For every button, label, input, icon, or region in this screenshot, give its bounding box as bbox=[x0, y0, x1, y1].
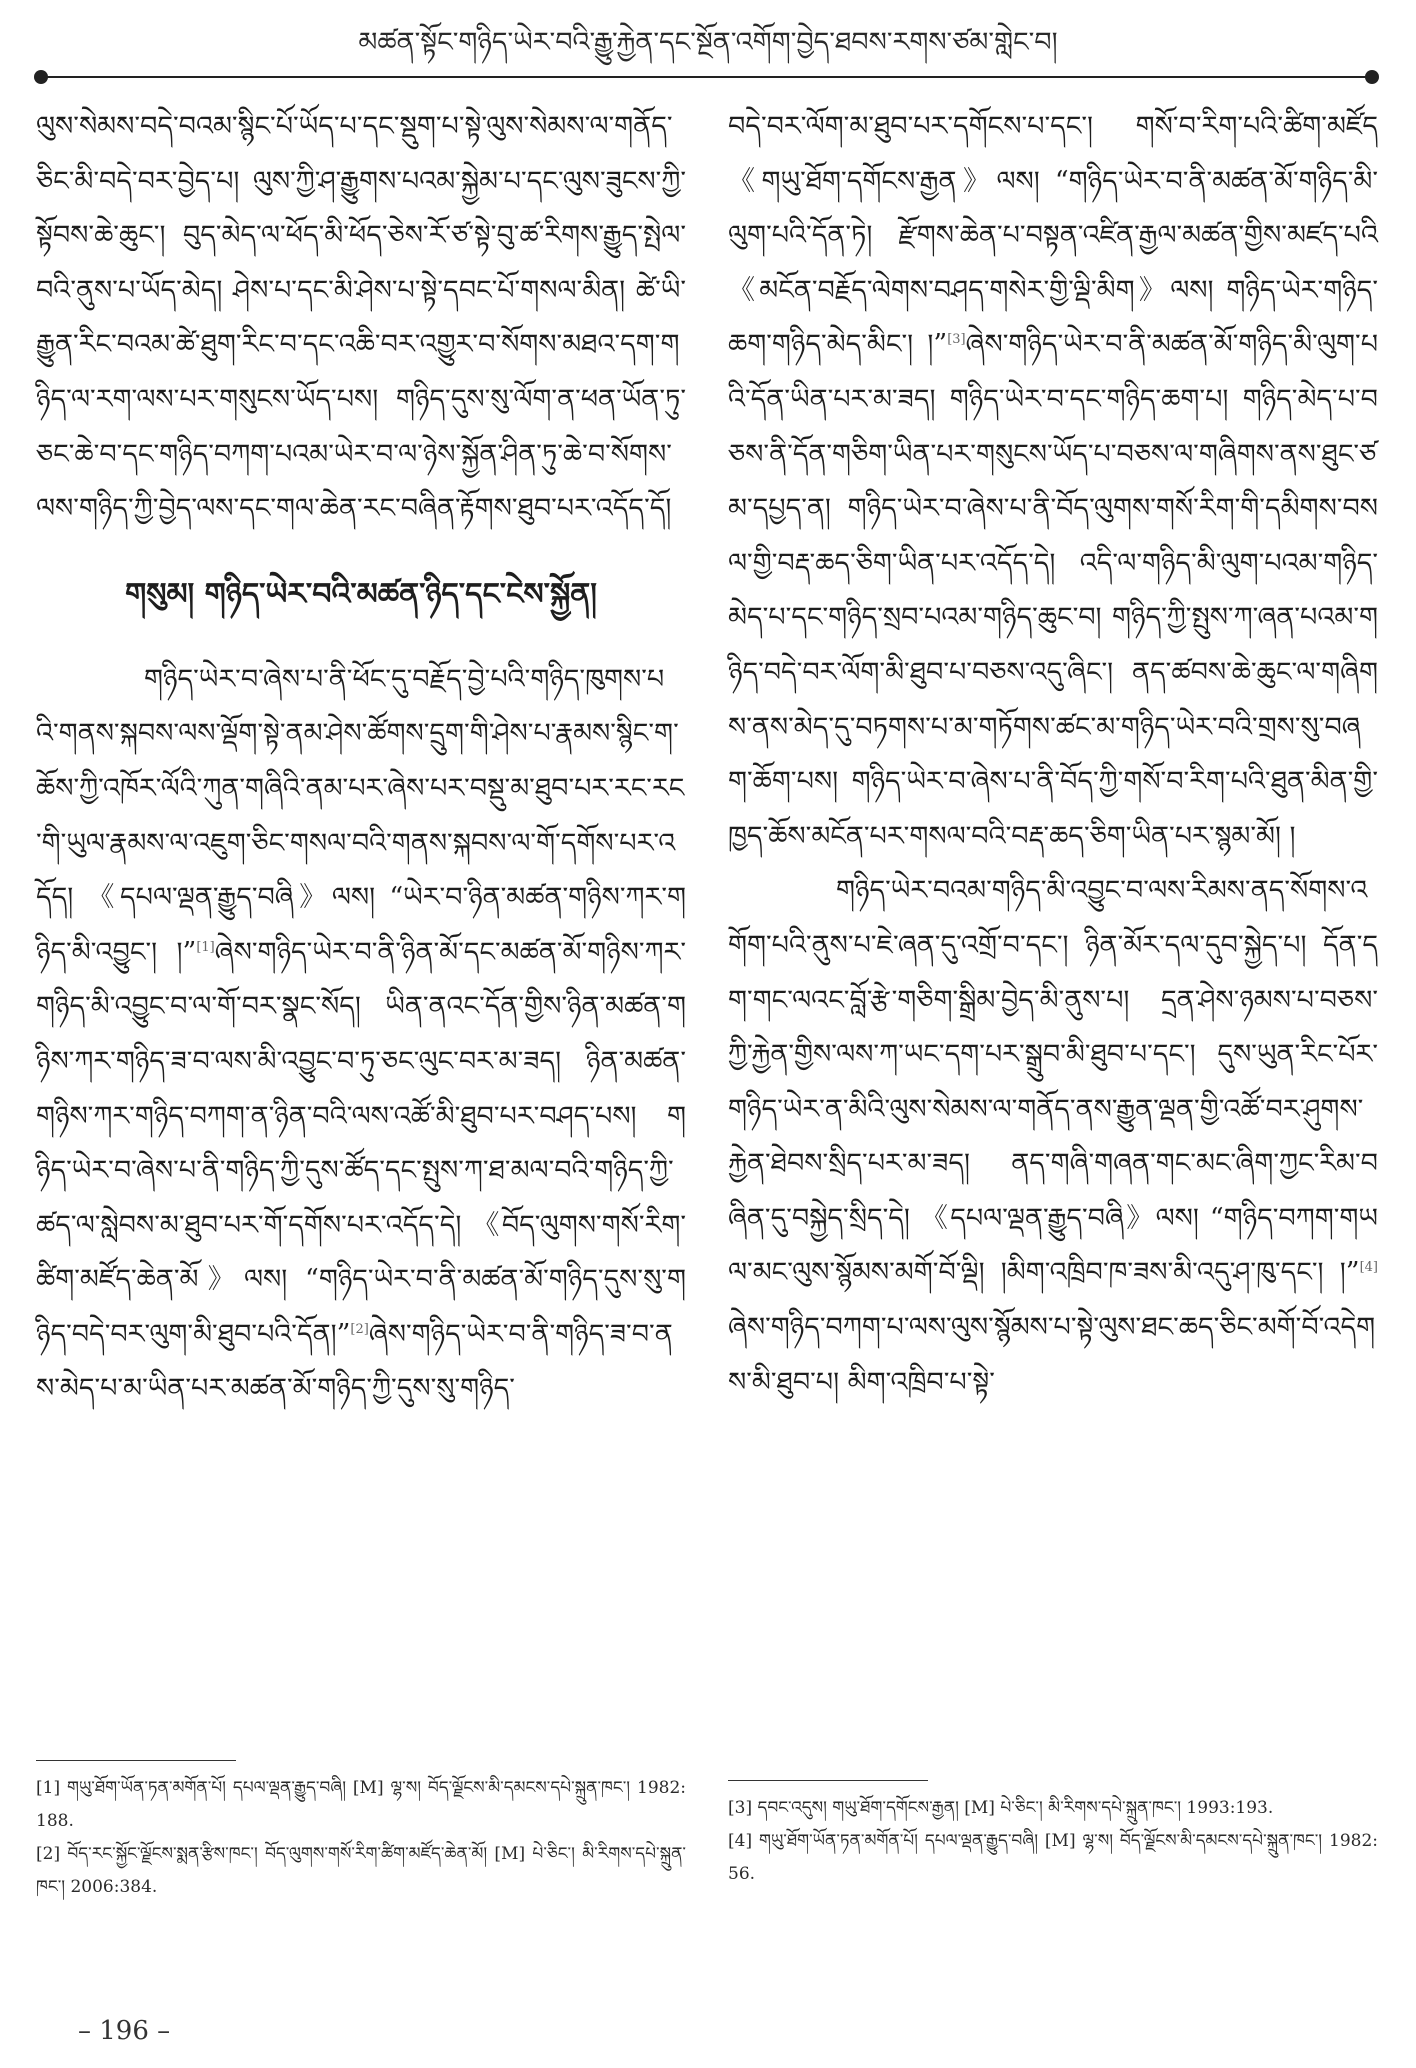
left-column bbox=[36, 100, 686, 1417]
header-rule bbox=[42, 76, 1372, 78]
footnote-3: [3] དབང་འདུས། གཡུ་ཐོག་དགོངས་རྒྱན། [M] པེ་ཅིང་། མི་རིགས་དཔེ་སྐྲུན་ཁང་། 1993:193. bbox=[728, 1798, 1274, 1818]
right-paragraph-1 bbox=[728, 100, 1378, 864]
left-paragraph-2-part-b: ཞེས་གཉིད་ཡེར་བ་ནི་ཉིན་མོ་དང་མཚན་མོ་གཉིས་ཀར་གཉིད་མི་འབྱུང་བ་ལ་གོ་བར་སྣང་སོད། ཡིན་ནའང་དོན་གྱིས་ཉིན་མཚན་གཉིས་ཀར་གཉིད་ཟ་བ་ལས་མི་འབྱུང་བ་ཏུ་ཅང་ལུང་བར་མ་ཟད། ཉིན་མཚན་གཉིས་ཀར་གཉིད་བཀག་ན་ཉིན་བའི་ལས་འཚོ་མི་ཐུབ་པར་བཤད་པས། གཉིད་ཡེར་བ་ཞེས་པ་ནི་གཉིད་ཀྱི་དུས་ཚོད་དང་སྤུས་ཀ་ཐ་མལ་བའི་གཉིད་ཀྱི་ཚད་ལ་སླེབས་མ་ཐུབ་པར་གོ་དགོས་པར་འདོད་དེ། 《བོད་ལུགས་གསོ་རིག་ཚིག་མཛོད་ཆེན་མོ》ལས། “གཉིད་ཡེར་བ་ནི་མཚན་མོ་གཉིད་དུས་སུ་གཉིད་བདེ་བར་ལུག་མི་ཐུབ་པའི་དོན།” bbox=[36, 936, 686, 1350]
left-paragraph-2-part-c: ཞེས་གཉིད་ཡེར་བ་ནི་གཉིད་ཟ་བ་ནས་མེད་པ་མ་ཡིན་པར་མཚན་མོ་གཉིད་ཀྱི་དུས་སུ་གཉིད་ bbox=[36, 1318, 673, 1405]
header-rule-right-dot bbox=[1365, 70, 1379, 84]
right-column bbox=[728, 100, 1378, 1410]
footnote-ref-3: [3] bbox=[947, 332, 966, 348]
footnote-ref-1: [1] bbox=[196, 939, 215, 955]
footnote-1: [1] གཡུ་ཐོག་ཡོན་ཏན་མགོན་པོ། དཔལ་ལྡན་རྒྱུད་བཞི། [M] ལྷ་ས། བོད་ལྗོངས་མི་དམངས་དཔེ་སྐྲུན་ཁང་། 1982: 188. bbox=[36, 1778, 686, 1831]
footnote-2: [2] བོད་རང་སྐྱོང་ལྗོངས་སྨན་རྩིས་ཁང་། བོད་ལུགས་གསོ་རིག་ཚིག་མཛོད་ཆེན་མོ། [M] པེ་ཅིང་། མི་རིགས་དཔེ་སྐྲུན་ཁང་། 2006:384. bbox=[36, 1844, 686, 1897]
footnote-rule-left bbox=[36, 1760, 236, 1761]
footnotes-left bbox=[36, 1772, 686, 1904]
section-heading: གསུམ། གཉིད་ཡེར་བའི་མཚན་ཉིད་དང་ངེས་སྐྱོན། bbox=[125, 576, 597, 612]
footnote-ref-2: [2] bbox=[350, 1321, 369, 1337]
right-paragraph-2-part-b: ཞེས་གཉིད་བཀག་པ་ལས་ལུས་སྙོམས་པ་སྟེ་ལུས་ཐང་ཆད་ཅིང་མགོ་བོ་འདེགས་མི་ཐུབ་པ། མིག་འཁྲིབ་པ་སྟེ་ bbox=[728, 1312, 1376, 1398]
right-paragraph-1-part-a: བདེ་བར་ལོག་མ་ཐུབ་པར་དགོངས་པ་དང་། གསོ་བ་རིག་པའི་ཚིག་མཛོད《གཡུ་ཐོག་དགོངས་རྒྱན》ལས། “གཉིད་ཡེར་བ་ནི་མཚན་མོ་གཉིད་མི་ལུག་པའི་དོན་ཏེ། རྫོགས་ཆེན་པ་བསྟན་འཛིན་རྒྱལ་མཚན་གྱིས་མཛད་པའི《མངོན་བརྗོད་ལེགས་བཤད་གསེར་གྱི་ལྡི་མིག》ལས། གཉིད་ཡེར་གཉིད་ཆག་གཉིད་མེད་མིང་། །” bbox=[728, 111, 1378, 361]
right-paragraph-1-part-b: ཞེས་གཉིད་ཡེར་བ་ནི་མཚན་མོ་གཉིད་མི་ལུག་པའི་དོན་ཡིན་པར་མ་ཟད། གཉིད་ཡེར་བ་དང་གཉིད་ཆག་པ། གཉིད་མེད་པ་བཅས་ནི་དོན་གཅིག་ཡིན་པར་གསུངས་ཡོད་པ་བཅས་ལ་གཞིགས་ནས་ཐུང་ཙམ་དཔྱད་ན། གཉིད་ཡེར་བ་ཞེས་པ་ནི་བོད་ལུགས་གསོ་རིག་གི་དམིགས་བསལ་གྱི་བརྡ་ཆད་ཅིག་ཡིན་པར་འདོད་དེ། འདི་ལ་གཉིད་མི་ལུག་པའམ་གཉིད་མེད་པ་དང་གཉིད་སྲབ་པའམ་གཉིད་ཆུང་བ། གཉིད་ཀྱི་སྤུས་ཀ་ཞན་པའམ་གཉིད་བདེ་བར་ལོག་མི་ཐུབ་པ་བཅས་འདུ་ཞིང་། ནད་ཚབས་ཆེ་ཆུང་ལ་གཞིགས་ནས་མེད་དུ་བཏགས་པ་མ་གཏོགས་ཚང་མ་གཉིད་ཡེར་བའི་གྲས་སུ་བཞག་ཆོག་པས། གཉིད་ཡེར་བ་ཞེས་པ་ནི་བོད་ཀྱི་གསོ་བ་རིག་པའི་ཐུན་མིན་གྱི་ཁྱད་ཆོས་མངོན་པར་གསལ་བའི་བརྡ་ཆད་ཅིག་ཡིན་པར་སྙམ་མོ། ། bbox=[728, 329, 1378, 852]
left-paragraph-2 bbox=[36, 653, 686, 1417]
footnote-4: [4] གཡུ་ཐོག་ཡོན་ཏན་མགོན་པོ། དཔལ་ལྡན་རྒྱུད་བཞི། [M] ལྷ་ས། བོད་ལྗོངས་མི་དམངས་དཔེ་སྐྲུན་ཁང་། 1982:56. bbox=[728, 1831, 1378, 1884]
right-paragraph-2-part-a: གཉིད་ཡེར་བའམ་གཉིད་མི་འབྱུང་བ་ལས་རིམས་ནད་སོགས་འགོག་པའི་ནུས་པ་ཇེ་ཞན་དུ་འགྲོ་བ་དང་། ཉིན་མོར་དལ་དུབ་སྐྱེད་པ། དོན་དག་གང་ལའང་བློ་རྩེ་གཅིག་སྒྲིམ་བྱེད་མི་ནུས་པ། དྲན་ཤེས་ཉམས་པ་བཅས་ཀྱི་རྐྱེན་གྱིས་ལས་ཀ་ཡང་དག་པར་སྒྲུབ་མི་ཐུབ་པ་དང་། དུས་ཡུན་རིང་པོར་གཉིད་ཡེར་ན་མིའི་ལུས་སེམས་ལ་གནོད་ནས་རྒྱུན་ལྡན་གྱི་འཚོ་བར་ཤུགས་རྐྱེན་ཐེབས་སྲིད་པར་མ་ཟད། ནད་གཞི་གཞན་གང་མང་ཞིག་ཀྱང་རིམ་བཞིན་དུ་བསྐྱེད་སྲིད་དེ། 《དཔལ་ལྡན་རྒྱུད་བཞི》ལས། “གཉིད་བཀག་གཡལ་མང་ལུས་སྙོམས་མགོ་བོ་ལྡི། །མིག་འཁྲིབ་ཁ་ཟས་མི་འདུ་ཤ་ཁུ་དང་། །” bbox=[728, 875, 1378, 1289]
footnote-ref-4: [4] bbox=[1359, 1260, 1378, 1276]
running-header: མཚན་སྟོང་གཉིད་ཡེར་བའི་རྒྱུ་རྐྱེན་དང་སྔོན་འགོག་བྱེད་ཐབས་རགས་ཙམ་གླེང་བ། bbox=[358, 27, 1058, 58]
left-paragraph-1: ལུས་སེམས་བདེ་བའམ་སྙིང་པོ་ཡོད་པ་དང་སྡུག་པ་སྟེ་ལུས་སེམས་ལ་གནོད་ཅིང་མི་བདེ་བར་བྱེད་པ། ལུས་ཀྱི་ཤ་རྒྱུགས་པའམ་སྐྱེམ་པ་དང་ལུས་ཟུངས་ཀྱི་སྟོབས་ཆེ་ཆུང་། བུད་མེད་ལ་ཕོད་མི་ཕོད་ཅེས་རོ་ཙ་སྟེ་བུ་ཚ་རིགས་རྒྱུད་སྤེལ་བའི་ནུས་པ་ཡོད་མེད། ཤེས་པ་དང་མི་ཤེས་པ་སྟེ་དབང་པོ་གསལ་མིན། ཚེ་ཡི་རྒྱུན་རིང་བའམ་ཚེ་ཐུག་རིང་བ་དང་འཆི་བར་འགྱུར་བ་སོགས་མཐའ་དག་གཉིད་ལ་རག་ལས་པར་གསུངས་ཡོད་པས། གཉིད་དུས་སུ་ལོག་ན་ཕན་ཡོན་ཏུ་ཅང་ཆེ་བ་དང་གཉིད་བཀག་པའམ་ཡེར་བ་ལ་ཉེས་སྐྱོན་ཤིན་ཏུ་ཆེ་བ་སོགས་ལས་གཉིད་ཀྱི་བྱེད་ལས་དང་གལ་ཆེན་རང་བཞིན་རྟོགས་ཐུབ་པར་འདོད་དོ། bbox=[36, 111, 686, 525]
left-paragraph-2-part-a: གཉིད་ཡེར་བ་ཞེས་པ་ནི་ཕོང་དུ་བརྗོད་བྱེ་པའི་གཉིད་ཁུགས་པའི་གནས་སྐབས་ལས་ལྡོག་སྟེ་ནམ་ཤེས་ཚོགས་དྲུག་གི་ཤེས་པ་རྣམས་སྙིང་ག་ཆོས་ཀྱི་འཁོར་ལོའི་ཀུན་གཞིའི་ནམ་པར་ཞེས་པར་བསྡུ་མ་ཐུབ་པར་རང་རང་གི་ཡུལ་རྣམས་ལ་འཇུག་ཅིང་གསལ་བའི་གནས་སྐབས་ལ་གོ་དགོས་པར་འདོད། 《དཔལ་ལྡན་རྒྱུད་བཞི》ལས། “ཡེར་བ་ཉིན་མཚན་གཉིས་ཀར་གཉིད་མི་འབྱུང་། །” bbox=[36, 663, 686, 968]
footnotes-right bbox=[728, 1792, 1378, 1891]
footnote-rule-right bbox=[728, 1780, 928, 1781]
right-paragraph-2 bbox=[728, 864, 1378, 1410]
page-number: – 196 – bbox=[78, 2016, 171, 2046]
